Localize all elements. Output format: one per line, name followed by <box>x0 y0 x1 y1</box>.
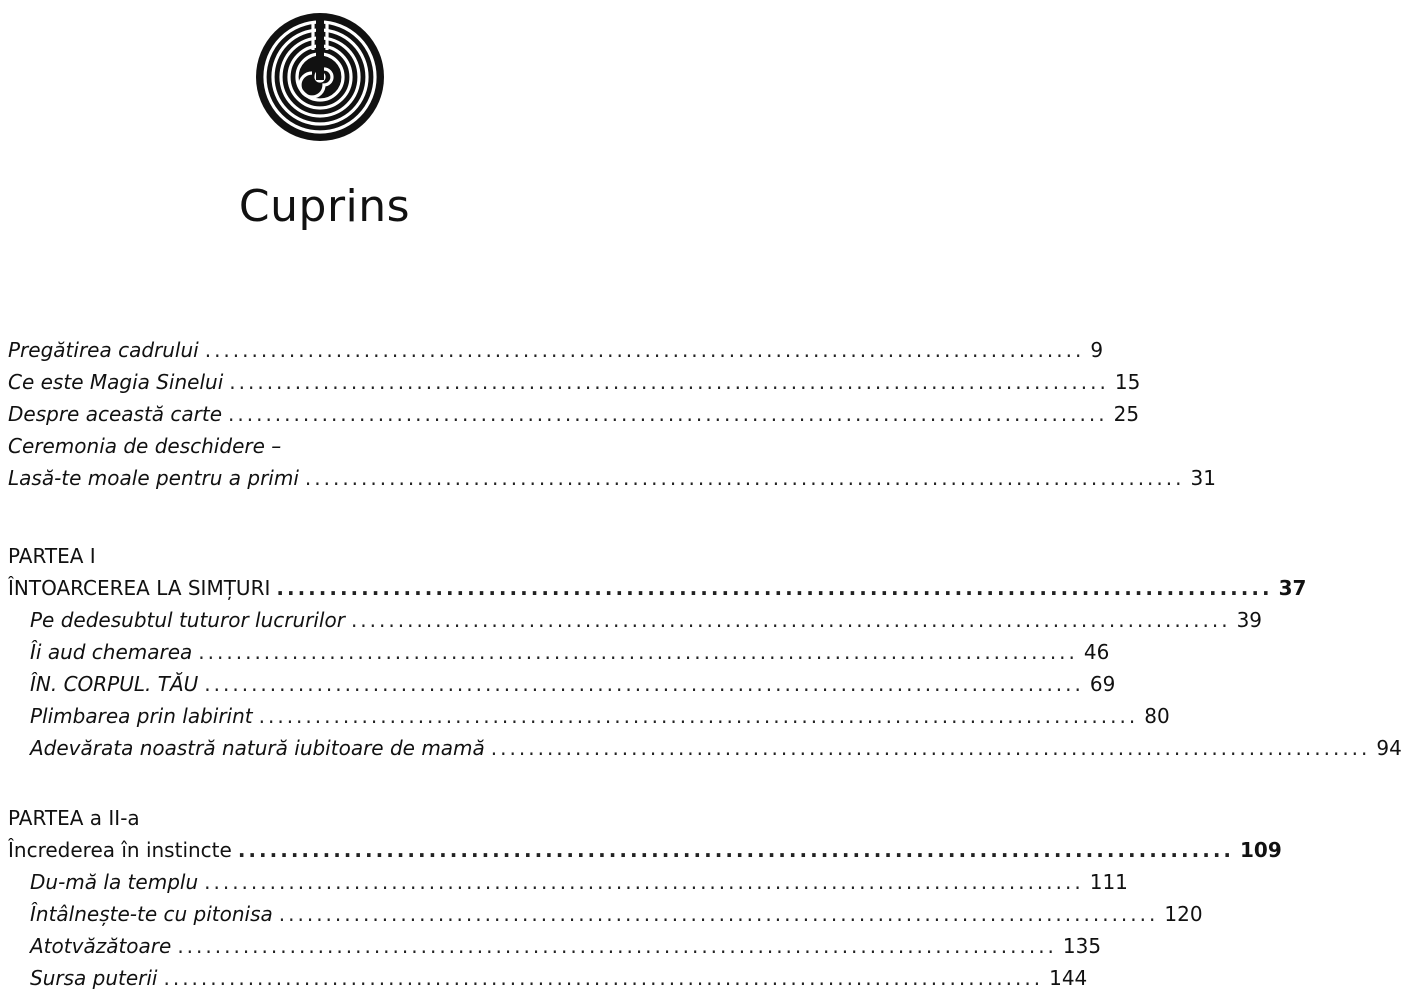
toc-entry-page: 111 <box>1089 870 1128 894</box>
part-heading <box>8 832 1282 864</box>
toc-leader: .............................................................................................. <box>163 966 1044 990</box>
toc-leader: .............................................................................................. <box>278 902 1159 926</box>
toc-entry-title: Du-mă la templu <box>30 870 199 894</box>
toc-entry-title: Lasă-te moale pentru a primi <box>8 466 299 490</box>
toc-leader: .............................................................................................. <box>276 576 1273 600</box>
toc-leader: .............................................................................................. <box>204 338 1085 362</box>
toc-entry-page: 25 <box>1113 402 1140 426</box>
toc-leader: .............................................................................................. <box>350 608 1231 632</box>
toc-entry-title: Îi aud chemarea <box>30 640 193 664</box>
toc-entry-page: 135 <box>1062 934 1102 958</box>
part-label: PARTEA I <box>8 544 96 568</box>
toc-entry <box>30 730 1402 762</box>
toc-entry <box>30 602 1263 634</box>
toc-entry <box>8 332 1104 364</box>
toc-entry <box>8 460 1216 492</box>
toc-leader: .............................................................................................. <box>237 838 1235 862</box>
part-heading-title: ÎNTOARCEREA LA SIMȚURI <box>8 576 271 600</box>
toc-entry-title: Sursa puterii <box>30 966 158 990</box>
toc-entry <box>30 960 1088 992</box>
toc-entry-title: Pregătirea cadrului <box>8 338 199 362</box>
toc-entry-page: 120 <box>1164 902 1203 926</box>
toc-leader: .............................................................................................. <box>177 934 1057 958</box>
toc-entry <box>30 928 1102 960</box>
toc-entry-title-line: Ceremonia de deschidere – <box>8 434 282 458</box>
toc-entry <box>30 698 1170 730</box>
toc-entry-title: Adevărata noastră natură iubitoare de mamă <box>30 736 485 760</box>
toc-leader: .............................................................................................. <box>490 736 1371 760</box>
part-heading-page: 37 <box>1278 576 1307 600</box>
labyrinth-icon <box>255 12 385 142</box>
toc-entry-page: 144 <box>1049 966 1088 990</box>
toc-entry <box>8 396 1140 428</box>
part-heading-title: Încrederea în instincte <box>8 838 232 862</box>
part-heading-page: 109 <box>1240 838 1282 862</box>
toc-entry <box>30 896 1203 928</box>
toc-entry-page: 15 <box>1114 370 1141 394</box>
toc-entry <box>30 634 1110 666</box>
toc-leader: .............................................................................................. <box>258 704 1139 728</box>
toc-entry-page: 39 <box>1236 608 1263 632</box>
part-heading <box>8 570 1307 602</box>
toc-entry <box>30 864 1128 896</box>
toc-leader: .............................................................................................. <box>228 402 1108 426</box>
toc-leader: .............................................................................................. <box>204 672 1084 696</box>
toc-leader: .............................................................................................. <box>198 640 1078 664</box>
toc-entry-page: 31 <box>1190 466 1216 490</box>
part-label: PARTEA a II-a <box>8 806 140 830</box>
toc-entry-title: Întâlnește-te cu pitonisa <box>30 902 273 926</box>
toc-leader: .............................................................................................. <box>229 370 1109 394</box>
toc-entry-title: ÎN. CORPUL. TĂU <box>30 672 199 696</box>
toc-entry-page: 80 <box>1144 704 1170 728</box>
toc-leader: .............................................................................................. <box>204 870 1084 894</box>
toc-entry-title: Plimbarea prin labirint <box>30 704 253 728</box>
toc-entry-title: Ce este Magia Sinelui <box>8 370 224 394</box>
toc-leader: .............................................................................................. <box>304 466 1185 490</box>
page-title: Cuprins <box>238 181 411 233</box>
toc-entry <box>8 364 1141 396</box>
toc-entry-page: 46 <box>1083 640 1110 664</box>
toc-entry-page: 94 <box>1376 736 1402 760</box>
toc-entry-title: Despre această carte <box>8 402 223 426</box>
toc-entry-page: 69 <box>1089 672 1116 696</box>
toc-entry <box>30 666 1116 698</box>
toc-entry-page: 9 <box>1090 338 1104 362</box>
toc-entry-title: Atotvăzătoare <box>30 934 172 958</box>
toc-entry-title: Pe dedesubtul tuturor lucrurilor <box>30 608 345 632</box>
